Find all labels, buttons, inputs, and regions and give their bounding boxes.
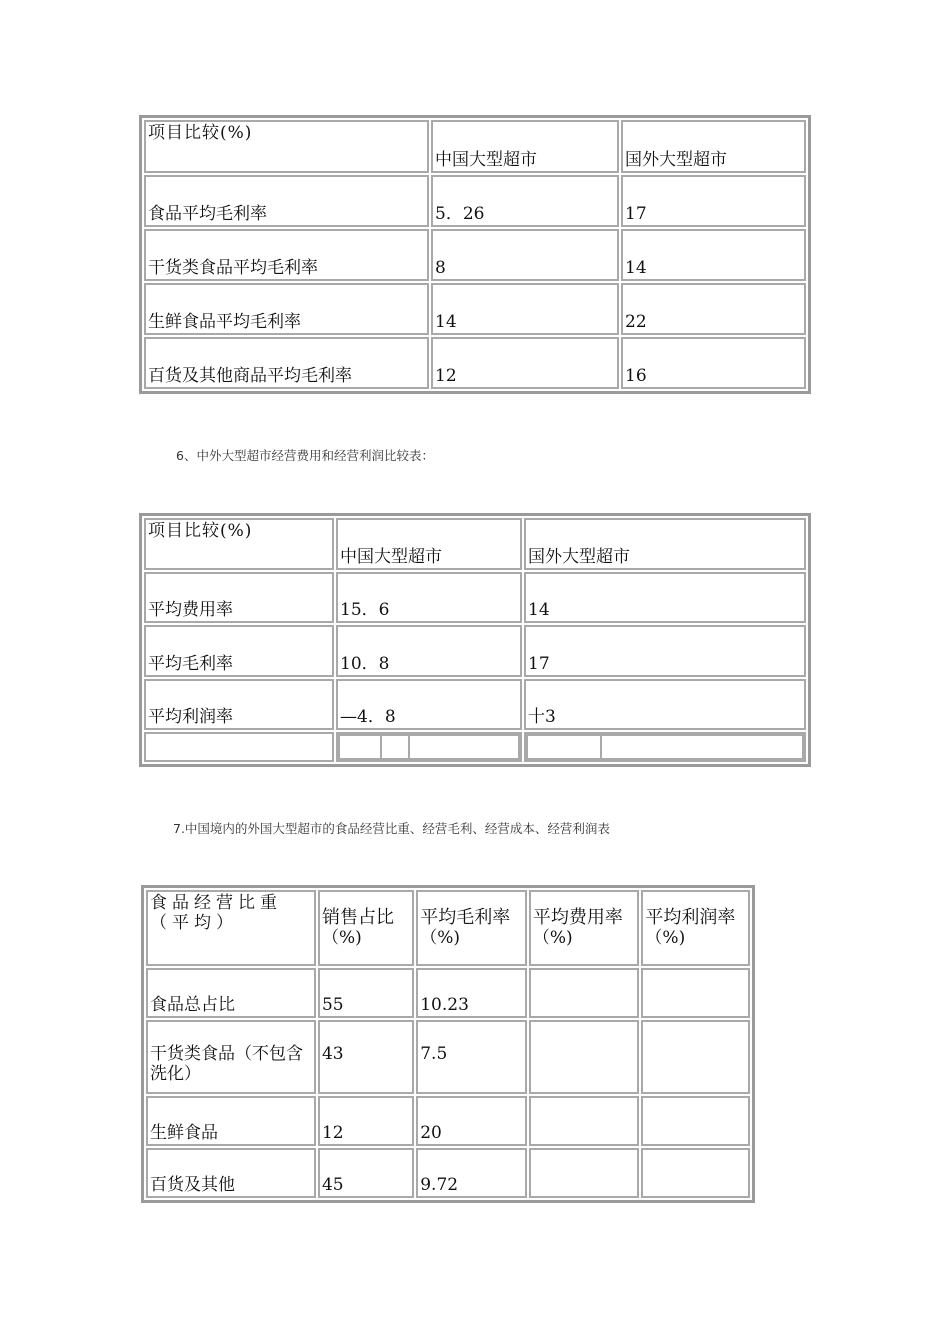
cell-value: 43 <box>318 1020 414 1094</box>
section-6-caption: 6、中外大型超市经营费用和经营利润比较表： <box>176 448 434 463</box>
row-label: 干货类食品平均毛利率 <box>144 229 429 281</box>
row-label: 食品平均毛利率 <box>144 175 429 227</box>
cell-value: 22 <box>621 283 806 335</box>
header-cell: 项目比较(%) <box>144 120 429 173</box>
empty-subgrid <box>338 734 520 760</box>
cell-value <box>641 1096 750 1146</box>
table-header-row <box>146 890 750 966</box>
header-cell <box>641 890 750 966</box>
header-cell: 食品经营比重（平均） <box>146 890 316 966</box>
cell-value <box>641 968 750 1018</box>
empty-cell <box>339 735 381 759</box>
expense-profit-table <box>139 513 811 767</box>
row-label: 平均毛利率 <box>144 625 334 676</box>
header-cell <box>416 890 527 966</box>
cell-value: 7.5 <box>416 1020 527 1094</box>
row-label: 平均费用率 <box>144 572 334 623</box>
cell-value: 45 <box>318 1148 414 1198</box>
row-label: 干货类食品（不包含洗化） <box>146 1020 316 1094</box>
header-main: 平均费用率 <box>532 907 623 928</box>
header-cell: 中国大型超市 <box>431 120 619 173</box>
table-row <box>146 1020 750 1094</box>
cell-value: 17 <box>621 175 806 227</box>
cell-value <box>529 1148 640 1198</box>
food-operation-table <box>141 885 755 1203</box>
table-row <box>144 175 806 227</box>
table-row <box>144 229 806 281</box>
empty-cell <box>527 735 601 759</box>
cell-value: 16 <box>621 337 806 389</box>
table-row <box>144 572 806 623</box>
table-row <box>144 337 806 389</box>
header-unit: （%) <box>645 928 686 948</box>
cell-value: 十3 <box>524 679 806 730</box>
table-header-row <box>144 120 806 173</box>
header-cell: 项目比较(%) <box>144 518 334 570</box>
header-cell: 中国大型超市 <box>336 518 522 570</box>
cell-value: 55 <box>318 968 414 1018</box>
cell-value: 14 <box>621 229 806 281</box>
header-main: 销售占比 <box>321 907 394 928</box>
cell-value: —4．8 <box>336 679 522 730</box>
cell-value: 10.23 <box>416 968 527 1018</box>
cell-value <box>529 968 640 1018</box>
table-row <box>146 1148 750 1198</box>
header-unit: （%) <box>420 928 461 948</box>
table-row <box>146 968 750 1018</box>
cell-value: 14 <box>431 283 619 335</box>
header-cell: 国外大型超市 <box>524 518 806 570</box>
header-cell <box>318 890 414 966</box>
empty-cell <box>336 732 522 762</box>
table-header-row <box>144 518 806 570</box>
empty-subgrid <box>526 734 804 760</box>
cell-value: 8 <box>431 229 619 281</box>
header-cell <box>529 890 640 966</box>
header-main: 平均毛利率 <box>420 907 511 928</box>
row-label: 百货及其他商品平均毛利率 <box>144 337 429 389</box>
table-row <box>144 625 806 676</box>
cell-value <box>529 1020 640 1094</box>
row-label: 百货及其他 <box>146 1148 316 1198</box>
empty-cell <box>524 732 806 762</box>
cell-value: 12 <box>318 1096 414 1146</box>
cell-value <box>641 1020 750 1094</box>
row-label: 平均利润率 <box>144 679 334 730</box>
section-7-caption: 7.中国境内的外国大型超市的食品经营比重、经营毛利、经营成本、经营利润表 <box>173 821 610 836</box>
cell-value: 14 <box>524 572 806 623</box>
cell-value: 17 <box>524 625 806 676</box>
cell-value <box>529 1096 640 1146</box>
header-unit: （%) <box>321 928 362 948</box>
cell-value: 10．8 <box>336 625 522 676</box>
empty-cell <box>409 735 519 759</box>
table-row <box>144 679 806 730</box>
row-label: 食品总占比 <box>146 968 316 1018</box>
empty-cell <box>601 735 803 759</box>
header-unit: （%) <box>532 928 573 948</box>
row-label: 生鲜食品平均毛利率 <box>144 283 429 335</box>
cell-value: 5．26 <box>431 175 619 227</box>
row-label: 生鲜食品 <box>146 1096 316 1146</box>
empty-cell <box>144 732 334 762</box>
header-main: 平均利润率 <box>645 907 736 928</box>
header-cell: 国外大型超市 <box>621 120 806 173</box>
table-row <box>144 283 806 335</box>
table-row <box>146 1096 750 1146</box>
gross-margin-table <box>139 115 811 394</box>
empty-row <box>144 732 806 762</box>
cell-value <box>641 1148 750 1198</box>
cell-value: 9.72 <box>416 1148 527 1198</box>
cell-value: 20 <box>416 1096 527 1146</box>
cell-value: 15．6 <box>336 572 522 623</box>
empty-cell <box>381 735 409 759</box>
cell-value: 12 <box>431 337 619 389</box>
